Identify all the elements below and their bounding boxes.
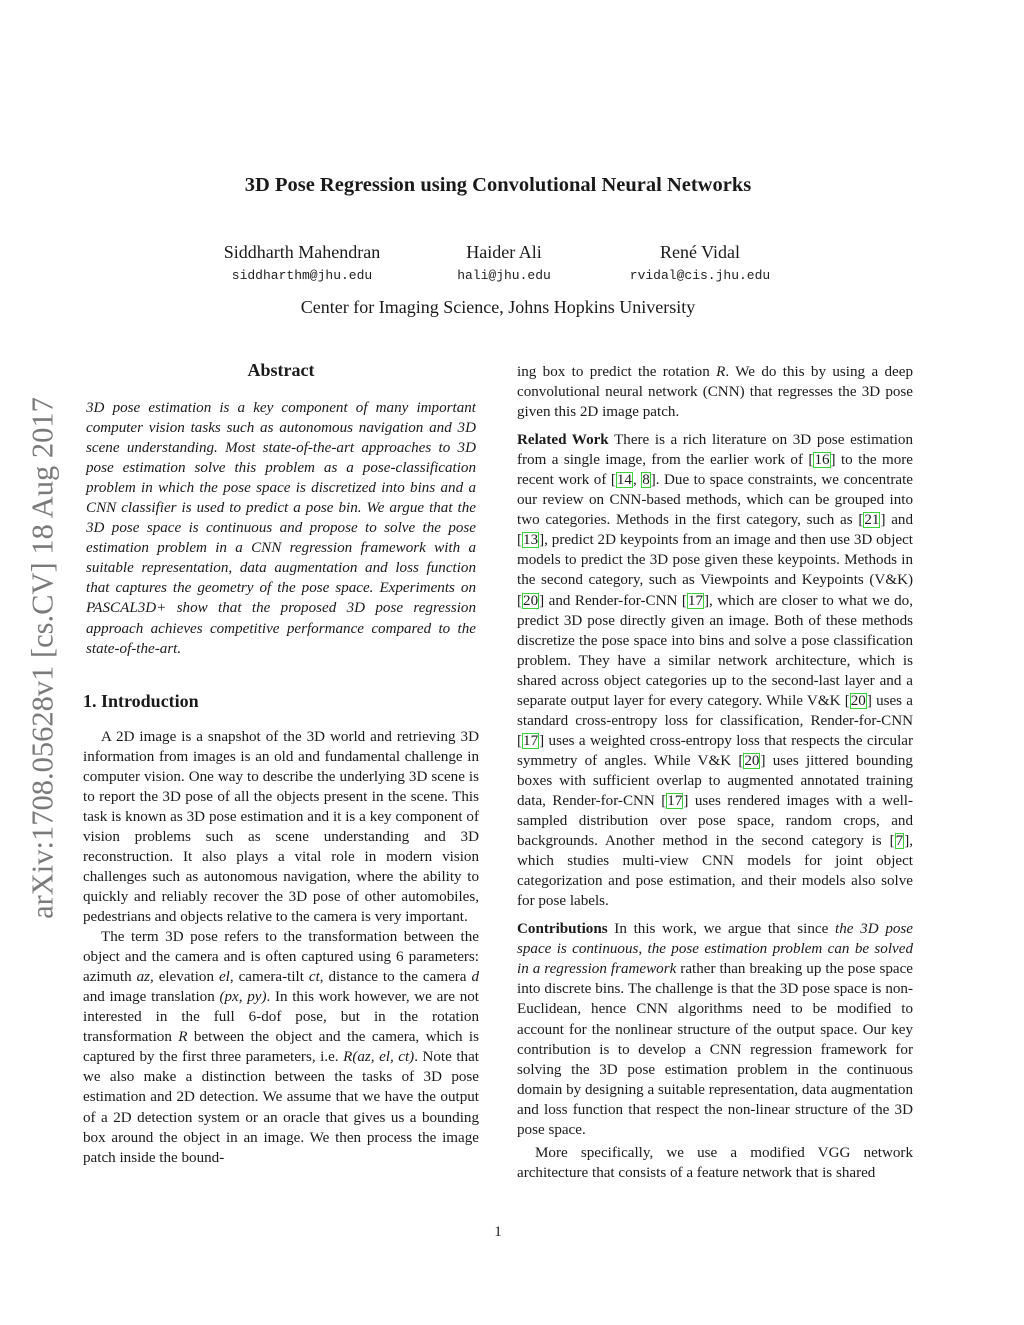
math-r: R [716, 364, 726, 380]
author-block [570, 240, 830, 288]
citation-link[interactable]: 8 [642, 472, 650, 489]
math-az: az [136, 969, 150, 986]
contributions-emphasis: the 3D pose space is continuous, the pose estimation problem can be solved in a regression framework [517, 921, 913, 978]
right-column [517, 362, 913, 1183]
author-name: René Vidal [659, 242, 741, 262]
math-el: el [218, 969, 230, 986]
intro-continuation: ing box to predict the rotation R. We do this by using a deep convolutional neural network (CNN) that regresses the 3D pose given this 2D image patch. [517, 364, 914, 421]
author-email: siddharthm@jhu.edu [231, 268, 373, 283]
intro-paragraph-1: A 2D image is a snapshot of the 3D world and retrieving 3D information from images is an old and fundamental challenge in computer vision. One way to describe the underlying 3D scene is to report the 3D pose of all the objects present in the scene. This task is known as 3D pose estimation and it is a key component of vision problems such as scene understanding and 3D reconstruction. It also plays a vital role in modern vision challenges such as autonomous navigation, where the ability to quickly and reliably recover the 3D pose of other automobiles, pedestrians and objects relative to the camera is very important. [83, 728, 479, 926]
citation-link[interactable]: 17 [667, 792, 683, 809]
citation-link[interactable]: 21 [864, 512, 880, 529]
related-work-paragraph: Related Work There is a rich literature on 3D pose estimation from a single image, from the earlier work of [16] to the more recent work of [14, 8]. Due to space constraints, we concentrate our review on CNN-based methods, which can be grouped into two categories. Methods in the first category, such as [21] and [13], predict 2D keypoints from an image and then use 3D object models to predict the 3D pose given these keypoints. Methods in the second category, such as Viewpoints and Keypoints (V&K)[20] and Render-for-CNN [17], which are closer to what we do, predict 3D pose directly given an image. Both of these methods discretize the pose space into bins and solve a pose classification problem. They have a similar network architecture, which is shared across object categories up to the second-last layer and a separate output layer for every category. While V&K [20] uses a standard cross-entropy loss for classification, Render-for-CNN [17] uses a weighted cross-entropy loss that respects the circular symmetry of angles. While V&K [20] uses jittered bounding boxes with sufficient overlap to augmented annotated training data, Render-for-CNN [17] uses rendered images with a well-sampled distribution over pose space, random crops, and backgrounds. Another method in the second category is [7], which studies multi-view CNN models for joint object categorization and pose estimation, and their models also solve for pose labels. [517, 432, 914, 910]
section-heading-introduction: 1. Introduction [83, 690, 199, 711]
citation-link[interactable]: 20 [523, 592, 539, 609]
arxiv-id: arXiv:1708.05628v1 [cs.CV] 18 Aug 2017 [25, 397, 60, 919]
author-email: rvidal@cis.jhu.edu [629, 268, 771, 283]
related-work-heading: Related Work [517, 432, 609, 449]
citation-link[interactable]: 20 [850, 692, 866, 709]
final-paragraph: More specifically, we use a modified VGG network architecture that consists of a feature network that is shared [517, 1144, 913, 1181]
citation-link[interactable]: 17 [523, 732, 539, 749]
citation-link[interactable]: 7 [895, 833, 904, 850]
math-d: d [471, 969, 479, 986]
author-name: Haider Ali [466, 242, 542, 262]
citation-link[interactable]: 20 [744, 752, 760, 769]
page-number: 1 [494, 1224, 502, 1240]
abstract-heading: Abstract [247, 360, 315, 380]
math-r: R [178, 1029, 188, 1046]
paper-title: 3D Pose Regression using Convolutional Neural Networks [244, 174, 752, 196]
math-ct: ct [308, 969, 320, 986]
math-px-py: (px, py) [219, 989, 267, 1006]
citation-link[interactable]: 13 [523, 532, 539, 549]
citation-link[interactable]: 17 [687, 592, 703, 609]
citation-link[interactable]: 14 [616, 472, 632, 489]
citation-link[interactable]: 16 [814, 452, 830, 469]
intro-paragraph-2: The term 3D pose refers to the transformation between the object and the camera and is often captured using 6 parameters: azimuth az, elevation el, camera-tilt ct, distance to the camera d and image translation (px, py). In this work however, we are not interested in the full 6-dof pose, but in the rotation transformation R between the object and the camera, which is captured by the first three parameters, i.e. R(az, el, ct). Note that we also make a distinction between the tasks of 3D pose estimation and 2D detection. We assume that we have the output of a 2D detection system or an oracle that gives us a bounding box around the object in an image. We then process the image patch inside the bound- [83, 929, 479, 1166]
contributions-heading: Contributions [517, 921, 608, 938]
abstract-text: 3D pose estimation is a key component of many important computer vision tasks such as autonomous navigation and 3D scene understanding. Most state-of-the-art approaches to 3D pose estimation solve this problem as a pose-classification problem in which the pose space is discretized into bins and a CNN classifier is used to predict a pose bin. We argue that the 3D pose space is continuous and propose to solve the pose estimation problem in a CNN regression framework with a suitable representation, data augmentation and loss function that captures the geometry of the pose space. Experiments on PASCAL3D+ show that the proposed 3D pose regression approach achieves competitive performance compared to the state-of-the-art. [86, 400, 476, 657]
author-name: Siddharth Mahendran [223, 242, 381, 262]
affiliation: Center for Imaging Science, Johns Hopkins University [300, 297, 696, 317]
author-email: hali@jhu.edu [457, 268, 551, 283]
contributions-paragraph: Contributions In this work, we argue that since the 3D pose space is continuous, the pose estimation problem can be solved in a regression framework rather than breaking up the pose space into discrete bins. The challenge is that the 3D pose space is non-Euclidean, hence CNN algorithms need to be modified to account for the nonlinear structure of the output space. Our key contribution is to develop a CNN regression framework for solving the 3D pose estimation problem in the continuous domain by designing a suitable representation, data augmentation and loss function that respect the non-linear structure of the 3D pose space. [517, 921, 913, 1138]
left-column [83, 358, 479, 1168]
math-r-az-el-ct: R(az, el, ct) [343, 1049, 415, 1066]
